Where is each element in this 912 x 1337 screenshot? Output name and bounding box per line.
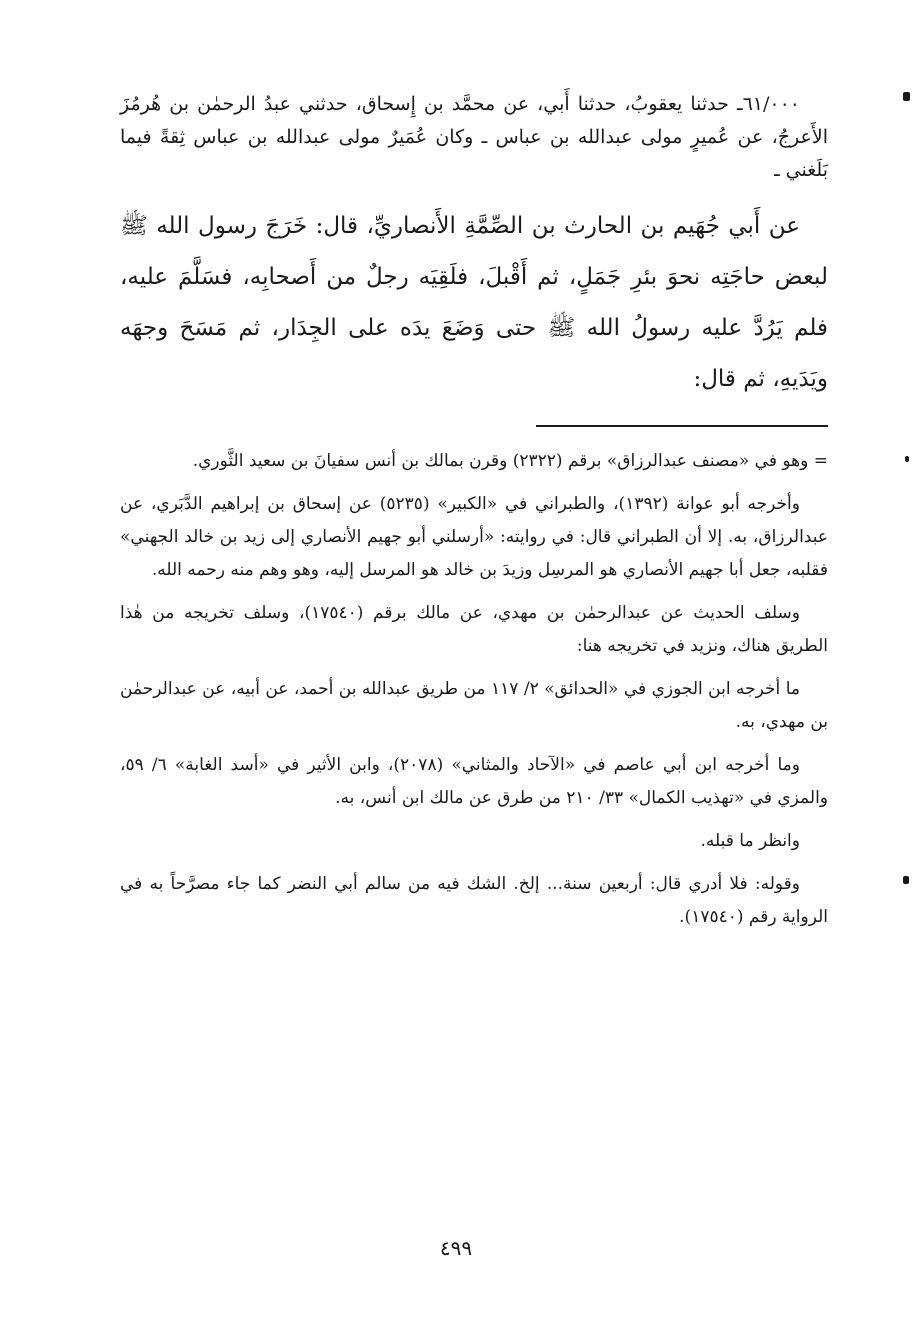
- hadith-isnad: [120, 88, 828, 187]
- margin-mark: [905, 456, 909, 462]
- footnote-paragraph: وما أخرجه ابن أبي عاصم في «الآحاد والمثاني» (٢٠٧٨)، وابن الأثير في «أسد الغابة» ٦/ ٥٩، والمزي في «تهذيب الكمال» ٣٣/ ٢١٠ من طرق عن مالك ابن أنس، به.: [120, 755, 828, 808]
- footnote-paragraph: = وهو في «مصنف عبدالرزاق» برقم (٢٣٢٢) وقرن بمالك بن أنس سفيانَ بن سعيد الثَّوري.: [192, 451, 828, 471]
- footnote-paragraph: وسلف الحديث عن عبدالرحمٰن بن مهدي، عن مالك برقم (١٧٥٤٠)، وسلف تخريجه من هٰذا الطريق هناك، ونزيد في تخريجه هنا:: [120, 603, 828, 656]
- footnote-paragraph: وانظر ما قبله.: [700, 831, 800, 851]
- footnote-separator: [536, 425, 828, 427]
- footnote-paragraph: وقوله: فلا أدري قال: أربعين سنة... إلخ. الشك فيه من سالم أبي النضر كما جاء مصرَّحاً به في الرواية رقم (١٧٥٤٠).: [120, 874, 828, 927]
- footnote-paragraph: ما أخرجه ابن الجوزي في «الحدائق» ٢/ ١١٧ من طريق عبدالله بن أحمد، عن أبيه، عن عبدالرحمٰن بن مهدي، به.: [120, 679, 828, 732]
- hadith-matn: [120, 201, 828, 405]
- page-number: ٤٩٩: [439, 1236, 473, 1260]
- margin-mark: [903, 92, 910, 101]
- footnote-paragraph: وأخرجه أبو عوانة (١٣٩٢)، والطبراني في «الكبير» (٥٢٣٥) عن إسحاق بن إبراهيم الدَّبَري، عن عبدالرزاق، به. إلا أن الطبراني قال: في روايته: «أرسلني أبو جهيم الأنصاري إلى زيد بن خالد الجهني» فقلبه، جعل أبا جهيم الأنصاري هو المرسِل وزيدَ بن خالد هو المرسل إليه، وهو وهم منه رحمه الله.: [120, 494, 828, 580]
- isnad-text: ٦١/٠٠٠ـ حدثنا يعقوبُ، حدثنا أَبي، عن محمَّد بن إِسحاق، حدثني عبدُ الرحمٰن بن هُرمُزَ الأَعرجُ، عن عُميرٍ مولى عبدالله بن عباس ـ وكان عُمَيرٌ مولى عبدالله بن عباس ثِقةً فيما بَلَغني ـ: [120, 93, 828, 181]
- footnotes: [120, 445, 828, 934]
- margin-mark: [903, 876, 909, 884]
- matn-text: عن أَبي جُهَيم بن الحارث بن الصِّمَّةِ الأَنصاريِّ، قال: خَرَجَ رسول الله ﷺ لبعض حاجَتِه نحوَ بئرِ جَمَلٍ، ثم أَقْبلَ، فلَقِيَه رجلٌ من أَصحابِه، فسَلَّمَ عليه، فلم يَرُدَّ عليه رسولُ الله ﷺ حتى وَضَعَ يدَه على الجِدَار، ثم مَسَحَ وجهَه ويَدَيهِ، ثم قال:: [120, 213, 828, 392]
- page-body: [120, 88, 828, 944]
